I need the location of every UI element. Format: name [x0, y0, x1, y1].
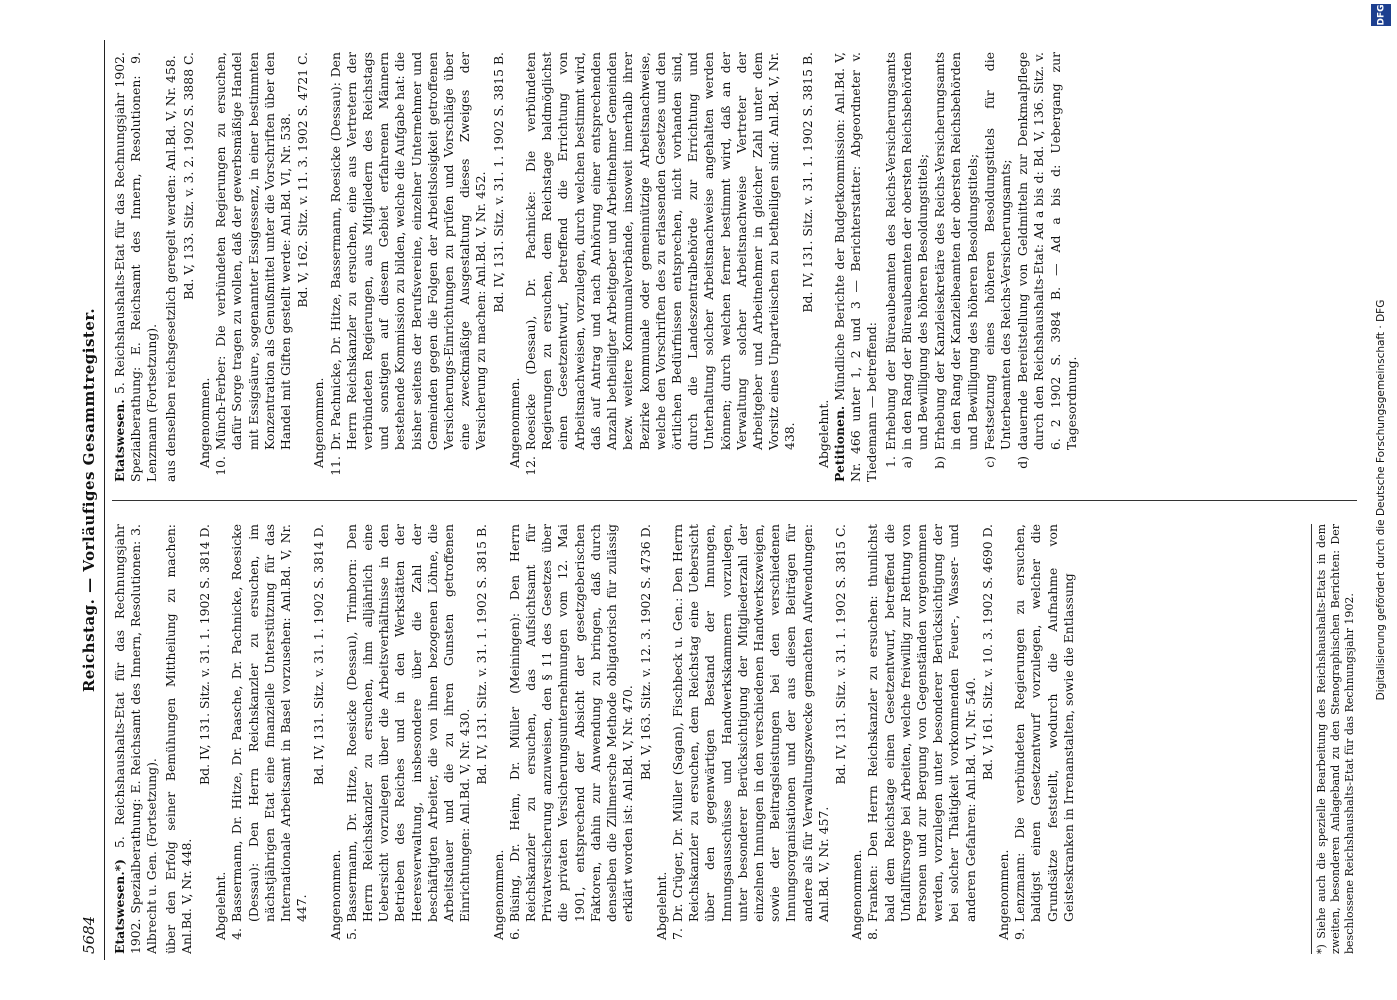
item-text: Festsetzung eines höheren Besoldungstitels für die Unterbeamten des Reichs-Versicherungsamts;	[981, 52, 1013, 450]
citation-ref: Bd. V, 163. Sitz. v. 12. 3. 1902 S. 4736 D.	[637, 524, 653, 781]
item-text: Bassermann, Dr. Hitze, Roesicke (Dessau), Trimborn: Den Herrn Reichskanzler zu ersuchen, ihm alljährlich eine Uebersicht vorzulegen über die Arbeitsverhältnisse in den Betrieben des Reiches und in den Werkstätten der Heeresverwaltung, insbesondere über die Zahl der beschäftigten Arbeiter, die von ihnen bezogenen Löhne, die Arbeitsdauer und die zu ihren Gunsten getroffenen Einrichtungen: Anl.Bd. V, Nr. 430.	[343, 524, 473, 922]
citation-ref: Bd. IV, 131. Sitz. v. 31. 1. 1902 S. 3814 D.	[311, 524, 327, 785]
item-row	[328, 52, 490, 482]
list-item	[865, 524, 1012, 954]
continuation-text: aus denselben reichsgesetzlich geregelt werden: Anl.Bd. V, Nr. 458.	[162, 55, 178, 482]
continuation-text: über den Erfolg seiner Bemühungen Mittheilung zu machen: Anl.Bd. V, Nr. 448.	[162, 524, 194, 954]
item-text: Franken: Den Herrn Reichskanzler zu ersuchen: thunlichst bald dem Reichstage einen Gesetzentwurf, betreffend die Unfallfürsorge bei Arbeiten, welche freiwillig zur Rettung von Personen und zur Bergung von Gegenständen vorgenommen werden, vorzulegen unter besonderer Berücksichtigung der bei solcher Thätigkeit vorkommenden Feuer-, Wasser- und anderen Gefahren: Anl.Bd. VI, Nr. 540.	[865, 524, 978, 922]
item-number: c)	[981, 456, 997, 468]
citation-ref: Bd. IV, 131. Sitz. v. 31. 1. 1902 S. 3815 C.	[832, 524, 848, 785]
text-columns	[112, 40, 1357, 960]
list-item	[213, 52, 327, 482]
logo-text: DFG	[1376, 4, 1387, 26]
item-text: Lenzmann: Die verbündeten Regierungen zu ersuchen, baldigst einen Gesetzentwurf vorzulegen, welcher die Grundsätze feststellt, wodurch die Aufnahme von Geisteskranken in Irrenanstalten, sowie die Entlassung	[1012, 524, 1076, 922]
item-text: Dr. Pachnicke, Dr. Hitze, Bassermann, Roesicke (Dessau): Den Herrn Reichskanzler zu ersuchen, eine aus Vertretern der verbündeten Regierungen, aus Mitgliedern des Reichstags und sonstigen auf diesem Gebiet erfahrenen Männern bestehende Kommission zu bilden, welche die Aufgabe hat: die bisher seitens der Berufsvereine, einzelner Unternehmer und Gemeinden gegen die Folgen der Arbeitslosigkeit getroffenen Versicherungs-Einrichtungen zu prüfen und Vorschläge über eine zweckmäßige Ausgestaltung dieses Zweiges der Versicherung zu machen: Anl.Bd. V, Nr. 452.	[327, 52, 489, 450]
item-text: Dr. Crüger, Dr. Müller (Sagan), Fischbeck u. Gen.: Den Herrn Reichskanzler zu ersuchen, dem Reichstag eine Uebersicht über den gegenwärtigen Bestand der Innungen, Innungsausschüsse und Handwerkskammern vorzulegen, unter besonderer Berücksichtigung der Mitgliederzahl der einzelnen Innungen in den verschiedenen Handwerkszweigen, sowie der Beitragsleistungen bei den verschiedenen Innungsorganisationen und der aus diesen Beiträgen für andere als für Verwaltungszwecke gemachten Aufwendungen: Anl.Bd. V, Nr. 457.	[669, 524, 831, 922]
item-row	[344, 524, 474, 954]
list-item	[328, 52, 523, 482]
dfg-logo	[1371, 4, 1391, 26]
item-row	[229, 524, 310, 954]
item-row	[523, 52, 798, 482]
section-intro-text: 5. Reichshaushalts-Etat für das Rechnungsjahr 1902. Spezialberathung: E. Reichsamt des Innern, Resolutionen: 3. Albrecht u. Gen. (Fortsetzung).	[112, 524, 160, 954]
citation-ref: Bd. V, 133. Sitz. v. 3. 2. 1902 S. 3888 C.	[180, 52, 196, 300]
digitization-text: Digitalisierung gefördert durch die Deutsche Forschungsgemeinschaft · DFG	[1375, 299, 1387, 701]
section-intro	[112, 524, 161, 954]
left-column	[112, 524, 1357, 954]
footnote: *) Siehe auch die spezielle Bearbeitung des Reichshaushalts-Etats in dem zweiten, besonderen Anlageband zu den Stenographischen Berichten: Der beschlossene Reichshaushalts-Etat für das Rechnungsjahr 1902.	[1311, 524, 1357, 954]
right-column	[112, 52, 1357, 482]
item-number: 9.	[1012, 928, 1028, 940]
status-text: Angenommen.	[506, 377, 522, 468]
list-item	[1015, 52, 1080, 482]
petition-list	[883, 52, 1080, 482]
status-text: Abgelehnt.	[213, 871, 229, 940]
petitions-section	[832, 52, 881, 482]
item-number: 1. a)	[882, 456, 914, 469]
citation-ref: Bd. IV, 131. Sitz. v. 31. 1. 1902 S. 3814 D.	[197, 524, 213, 785]
item-text: Erhebung der Büreaubeamten des Reichs-Versicherungsamts in den Rang der Büreaubeamten der obersten Reichsbehörden und Bewilligung des höheren Besoldungstitels;	[882, 52, 930, 450]
item-row	[932, 52, 981, 482]
status-text: Angenommen.	[197, 377, 213, 468]
status-text: Abgelehnt.	[815, 399, 831, 468]
list-item	[932, 52, 981, 482]
list-item	[507, 524, 670, 954]
item-text: dauernde Bereitstellung von Geldmitteln zur Denkmalpflege durch den Reichshaushalts-Etat: Ad a bis d: Bd. V, 136. Sitz. v. 6. 2 1902 S. 3984 B. — Ad a bis d: Uebergang zur Tagesordnung.	[1015, 52, 1079, 450]
page-header	[78, 40, 105, 960]
status-text: Angenommen.	[995, 849, 1011, 940]
petitions-heading: Petitionen.	[831, 405, 847, 482]
citation-ref: Bd. IV, 131. Sitz. v. 31. 1. 1902 S. 3815 B.	[474, 524, 490, 785]
list-item	[982, 52, 1014, 482]
resolution-list	[213, 52, 832, 482]
list-item	[1012, 524, 1077, 954]
list-item	[670, 524, 865, 954]
section-intro-text: 5. Reichshaushalts-Etat für das Rechnungsjahr 1902. Spezialberathung: E. Reichsamt des Innern, Resolutionen: 9. Lenzmann (Fortsetzung).	[112, 52, 160, 482]
item-row	[883, 52, 932, 482]
status-text: Angenommen.	[327, 849, 343, 940]
status-text: Angenommen.	[849, 849, 865, 940]
list-item	[523, 52, 832, 482]
list-item	[229, 524, 343, 954]
citation-ref: Bd. IV, 131. Sitz. v. 31. 1. 1902 S. 3815 B.	[490, 52, 506, 313]
item-text: Bassermann, Dr. Hitze, Dr. Paasche, Dr. Pachnicke, Roesicke (Dessau): Den Herrn Reichskanzler zu ersuchen, im nächstjährigen Etat eine finanzielle Unterstützung für das Internationale Arbeitsamt in Basel vorzusehen: Anl.Bd. V, Nr. 447.	[229, 524, 310, 922]
item-number: 11.	[327, 456, 343, 476]
item-number: d)	[1015, 456, 1031, 469]
citation-ref: Bd. V, 162. Sitz. v. 11. 3. 1902 S. 4721 C.	[295, 52, 311, 308]
list-item	[883, 52, 932, 482]
item-row	[507, 524, 637, 954]
item-number: 8.	[865, 928, 881, 940]
petitions-text: Mündliche Berichte der Budgetkommission: Anl.Bd. V, Nr. 466 unter 1, 2 und 3 — Berichterstatter: Abgeordneter v. Tiedemann — betreffend:	[831, 52, 880, 482]
item-number: 6.	[506, 928, 522, 940]
item-row	[670, 524, 832, 954]
item-row	[1012, 524, 1077, 954]
status-text: Angenommen.	[490, 849, 506, 940]
item-number: 4.	[229, 928, 245, 940]
item-text: Roesicke (Dessau), Dr. Pachnicke: Die verbündeten Regierungen zu ersuchen, dem Reichstage baldmöglichst einen Gesetzentwurf, betreffend die Errichtung von Arbeitsnachweisen, vorzulegen, durch welchen bestimmt wird, daß auf Antrag und nach Anhörung einer entsprechenden Anzahl betheiligter Arbeitgeber und Arbeitnehmer Gemeinden bezw. weitere Kommunalverbände, insoweit innerhalb ihrer Bezirke kommunale oder gemeinnützige Arbeitsnachweise, welche den Vorschriften des zu erlassenden Gesetzes und den örtlichen Bedürfnissen entsprechen, nicht vorhanden sind, durch die Landeszentralbehörde zur Errichtung und Unterhaltung solcher Arbeitsnachweise angehalten werden können; durch welchen ferner bestimmt wird, daß an der Verwaltung solcher Arbeitsnachweise Vertreter der Arbeitgeber und Arbeitnehmer in gleicher Zahl unter dem Vorsitz eines Unparteiischen zu betheiligen sind: Anl.Bd. V, Nr. 438.	[523, 52, 798, 450]
page-number: 5684	[80, 915, 98, 954]
status-text: Abgelehnt.	[653, 871, 669, 940]
list-item	[344, 524, 507, 954]
citation-ref: Bd. V, 161. Sitz. v. 10. 3. 1902 S. 4690 D.	[979, 524, 995, 781]
item-row	[982, 52, 1014, 482]
item-row	[1015, 52, 1080, 482]
resolution-list	[229, 524, 1077, 954]
section-heading: Etatswesen.*)	[112, 859, 127, 954]
item-text: Erhebung der Kanzleisekretäre des Reichs-Versicherungsamts in den Rang der Kanzleibeamten der obersten Reichsbehörden und Bewilligung des höheren Besoldungstitels;	[932, 52, 980, 450]
item-number: b)	[932, 456, 948, 469]
item-number: 10.	[213, 456, 229, 476]
status-text: Angenommen.	[311, 377, 327, 468]
digitization-note	[1373, 30, 1389, 970]
item-number: 5.	[343, 928, 359, 940]
item-number: 7.	[669, 928, 685, 940]
item-text: Büsing, Dr. Heim, Dr. Müller (Meiningen): Den Herrn Reichskanzler zu ersuchen, das Aufsichtsamt für Privatversicherung anzuweisen, den § 11 des Gesetzes über die privaten Versicherungsunternehmungen vom 12. Mai 1901, entsprechend der Absicht der gesetzgeberischen Faktoren, dahin zur Anwendung zu bringen, daß durch denselben die Zillmersche Methode obligatorisch für zulässig erklärt worden ist: Anl.Bd. V, Nr. 470.	[506, 524, 636, 922]
item-row	[213, 52, 294, 482]
section-intro	[112, 52, 161, 482]
item-number: 12.	[523, 456, 539, 476]
item-text: Münch-Ferber: Die verbündeten Regierungen zu ersuchen, dafür Sorge tragen zu wollen, daß der gewerbsmäßige Handel mit Essigsäure, sogenannter Essigessenz, in einer bestimmten Konzentration als Genußmittel unter die Vorschriften über den Handel mit Giften gestellt werde: Anl.Bd. VI, Nr. 538.	[213, 52, 294, 450]
item-row	[865, 524, 978, 954]
column-divider	[112, 500, 1357, 501]
citation-ref: Bd. IV, 131. Sitz. v. 31. 1. 1902 S. 3815 B.	[799, 52, 815, 313]
running-head: Reichstag. — Vorläufiges Gesammtregister.	[80, 307, 98, 693]
section-heading: Etatswesen.	[112, 399, 127, 482]
